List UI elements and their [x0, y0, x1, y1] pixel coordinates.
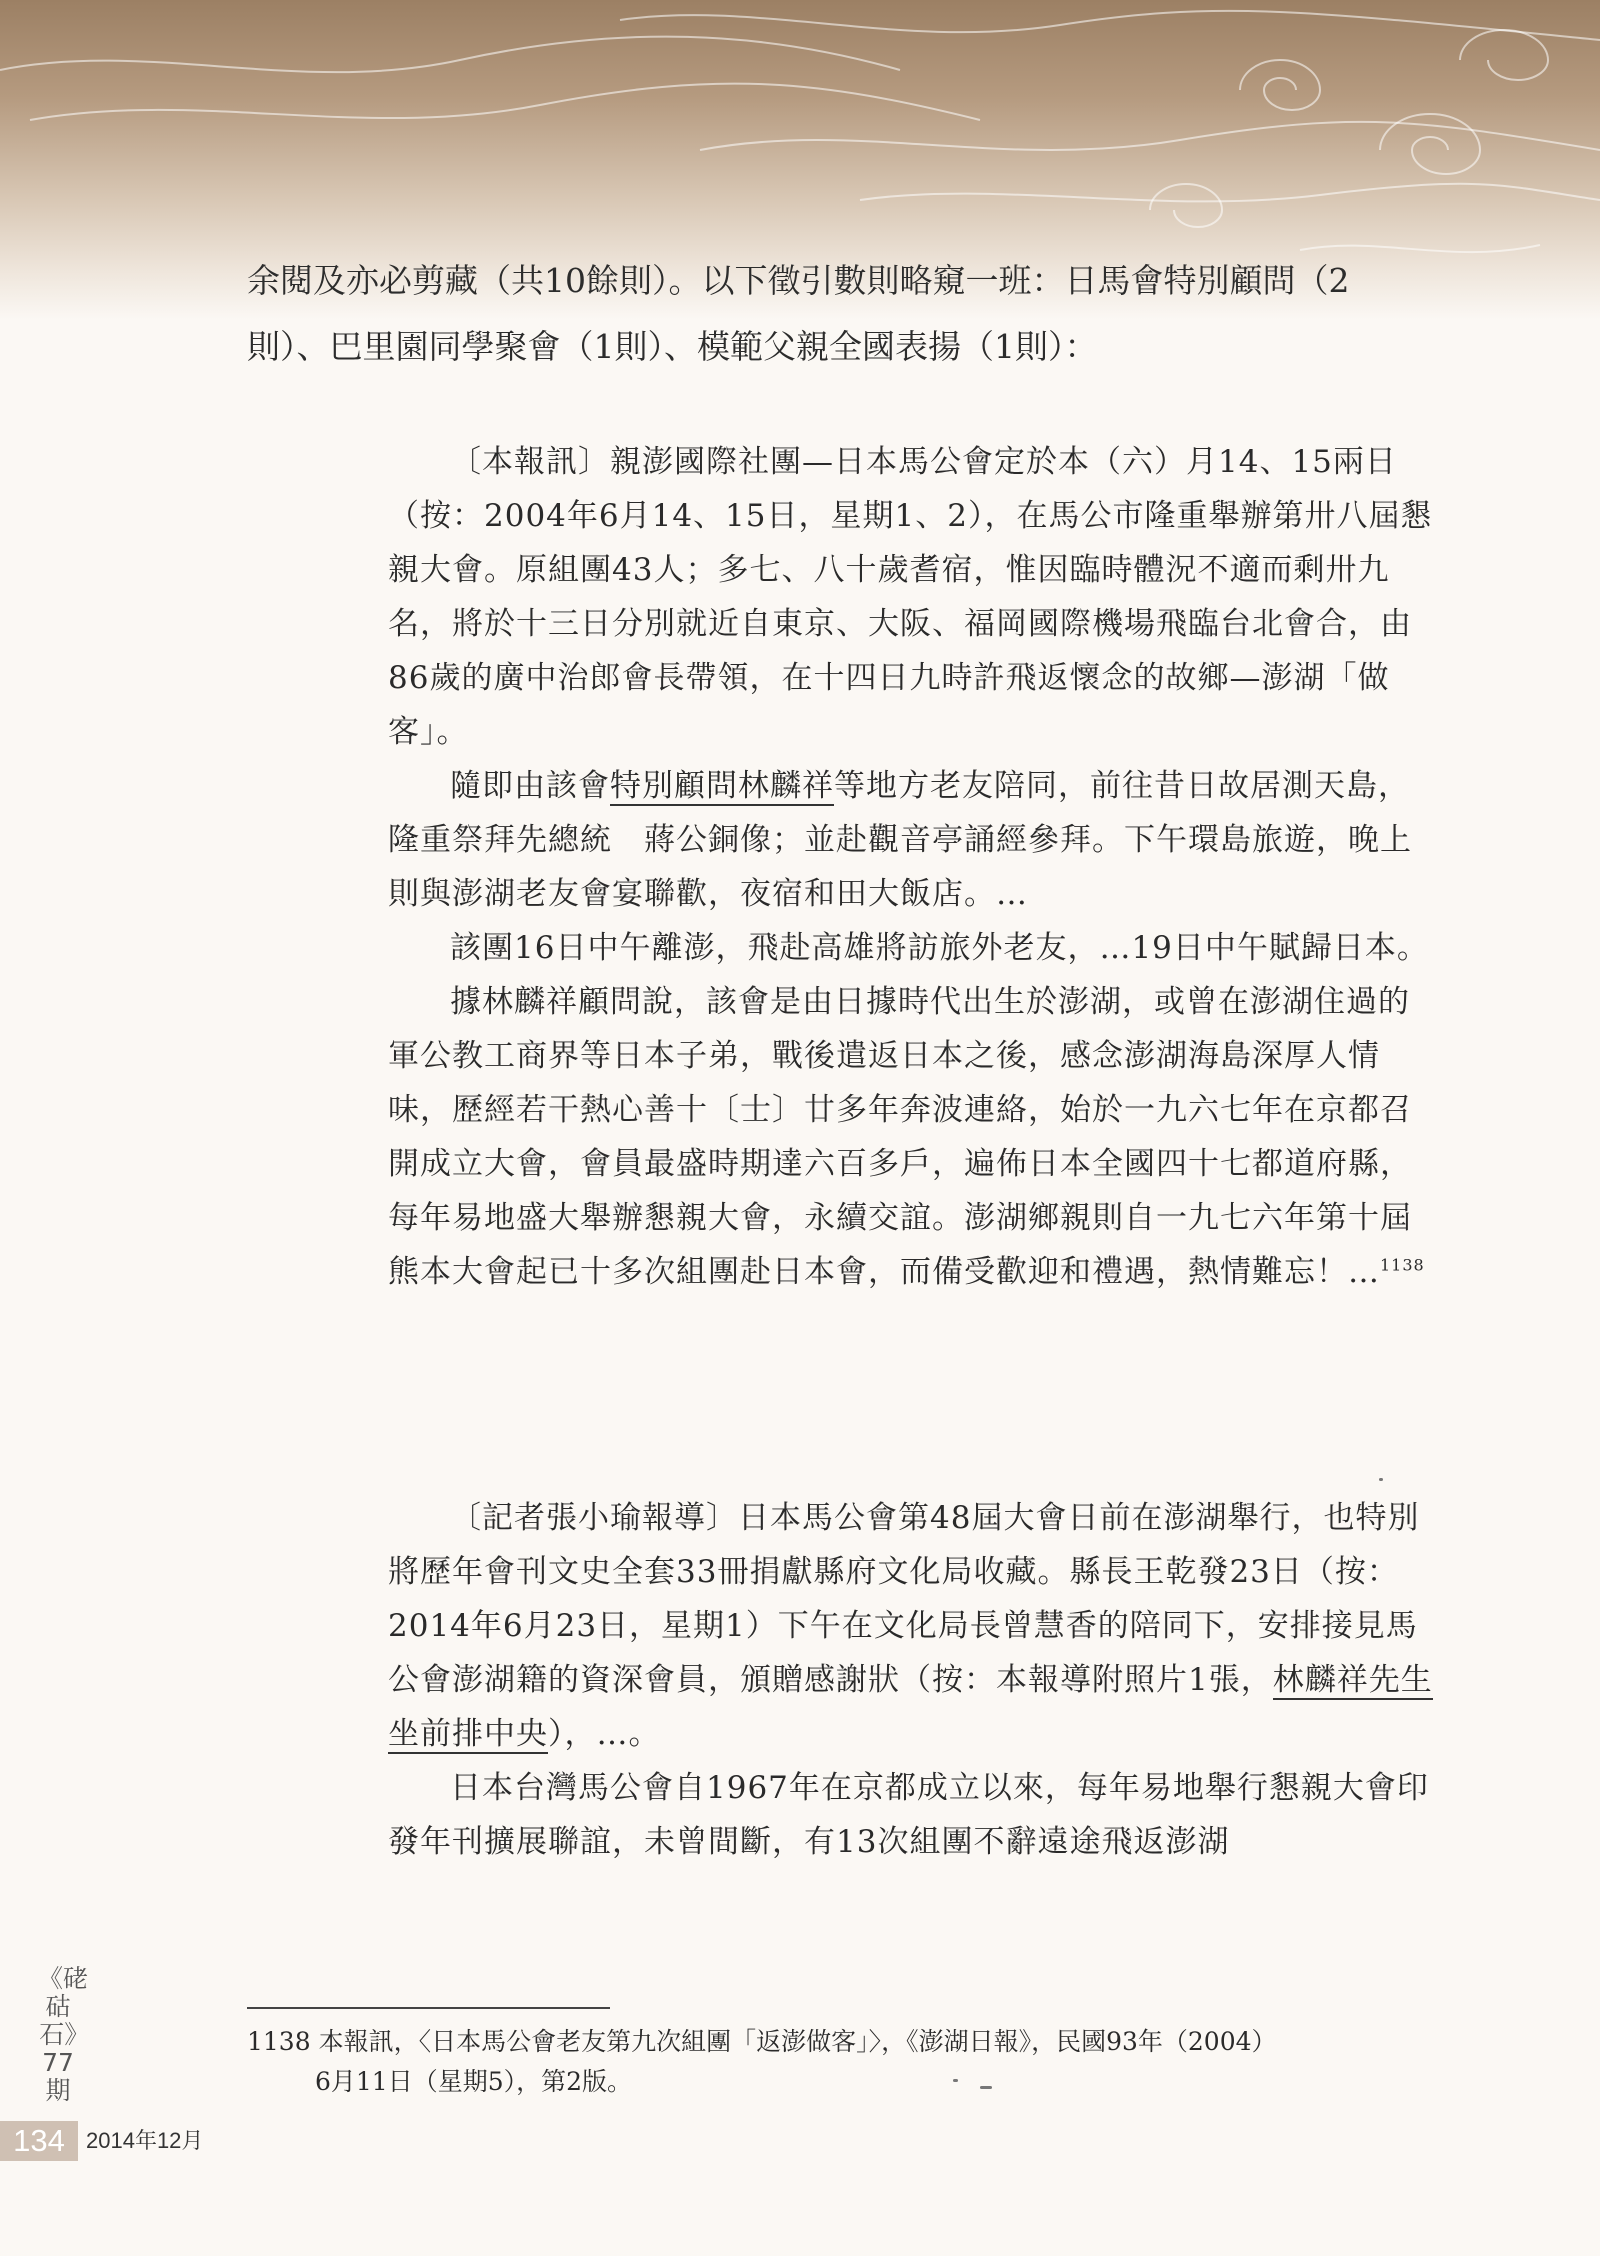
intro-line-1: 余閱及亦必剪藏（共10餘則）。以下徵引數則略窺一班：日馬會特別顧問（2	[247, 261, 1350, 300]
footnote-line-2: 6月11日（星期5），第2版。	[315, 2067, 633, 2096]
footnote	[247, 2022, 1447, 2102]
footnote-reference[interactable]: 1138	[1380, 1255, 1425, 1275]
quote1-p2-after: 等地方老友陪同，前往昔日故居測天島，隆重祭拜先總統 蔣公銅像；並赴觀音亭誦經參拜。下午環島旅遊，晚上則與澎湖老友會宴聯歡，夜宿和田大飯店。…	[388, 768, 1412, 912]
journal-title-vertical: 《硓𥑮石》77期	[38, 1964, 89, 2105]
page-number: 134	[0, 2121, 78, 2161]
quote1-paragraph-1: 〔本報訊〕親澎國際社團—日本馬公會定於本（六）月14、15兩日（按：2004年6月14、15日，星期1、2），在馬公市隆重舉辦第卅八屆懇親大會。原組團43人；多七、八十歲耆宿，惟因臨時體況不適而剩卅九名，將於十三日分別就近自東京、大阪、福岡國際機場飛臨台北會合，由86歲的廣中治郎會長帶領，在十四日九時許飛返懷念的故鄉—澎湖「做客」。	[388, 444, 1433, 750]
footnote-line-1: 1138 本報訊，〈日本馬公會老友第九次組團「返澎做客」〉，《澎湖日報》，民國93年（2004）	[247, 2027, 1277, 2056]
issue-date: 2014年12月	[86, 2128, 204, 2153]
quote2-p1-after: ），…。	[548, 1716, 661, 1752]
quote2-paragraph-1	[388, 1491, 1433, 1761]
scan-speck	[953, 2079, 958, 2082]
footnote-divider	[247, 2007, 610, 2009]
underlined-advisor-name: 特別顧問林麟祥	[610, 768, 834, 804]
quote1-paragraph-3: 該團16日中午離澎，飛赴高雄將訪旅外老友，…19日中午賦歸日本。	[450, 930, 1429, 966]
quote2-p1-before: 〔記者張小瑜報導〕日本馬公會第48屆大會日前在澎湖舉行，也特別將歷年會刊文史全套33冊捐獻縣府文化局收藏。縣長王乾發23日（按：2014年6月23日，星期1）下午在文化局長曾慧香的陪同下，安排接見馬公會澎湖籍的資深會員，頒贈感謝狀（按：本報導附照片1張，	[388, 1500, 1420, 1698]
scan-speck	[980, 2086, 992, 2089]
quoted-article-2	[388, 1491, 1433, 1869]
quote2-paragraph-2: 日本台灣馬公會自1967年在京都成立以來，每年易地舉行懇親大會印發年刊擴展聯誼，未曾間斷，有13次組團不辭遠途飛返澎湖	[388, 1770, 1429, 1860]
scan-speck	[1379, 1478, 1383, 1481]
quote1-paragraph-4	[388, 975, 1433, 1299]
quote1-paragraph-2	[388, 759, 1433, 921]
underlined-photo-caption: 林麟祥先生坐前排中央	[388, 1662, 1433, 1752]
intro-line-2: 則）、巴里園同學聚會（1則）、模範父親全國表揚（1則）：	[247, 327, 1098, 366]
quote1-p2-before: 隨即由該會	[450, 768, 610, 804]
quoted-article-1	[388, 435, 1433, 1299]
quote1-p4-text: 據林麟祥顧問說，該會是由日據時代出生於澎湖，或曾在澎湖住過的軍公教工商界等日本子弟，戰後遣返日本之後，感念澎湖海島深厚人情味，歷經若干熱心善十〔士〕廿多年奔波連絡，始於一九六七年在京都召開成立大會，會員最盛時期達六百多戶，遍佈日本全國四十七都道府縣，每年易地盛大舉辦懇親大會，永續交誼。澎湖鄉親則自一九七六年第十屆熊本大會起已十多次組團赴日本會，而備受歡迎和禮遇，熱情難忘！…	[388, 984, 1412, 1290]
intro-paragraph	[247, 248, 1447, 380]
